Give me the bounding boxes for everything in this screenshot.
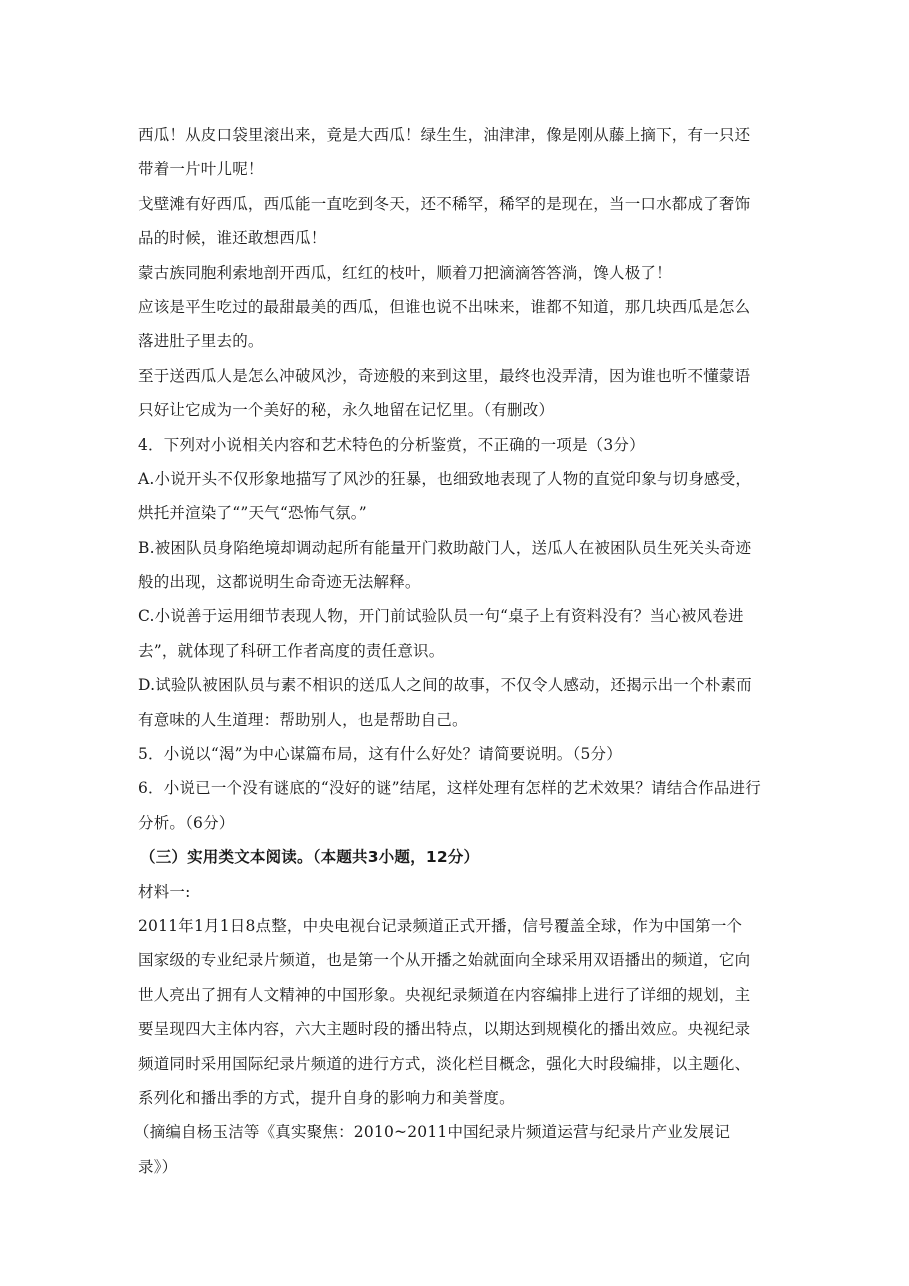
question-6-cont: 分析。（6分） (138, 813, 235, 832)
story-text-line: 至于送西瓜人是怎么冲破风沙，奇迹般的来到这里，最终也没弄清，因为谁也听不懂蒙语 (138, 366, 751, 385)
option-a-cont: 烘托并渲染了“”天气“恐怖气氛。” (138, 504, 367, 523)
story-text-line: 落进肚子里去的。 (138, 332, 264, 351)
option-d-cont: 有意味的人生道理：帮助别人，也是帮助自己。 (138, 710, 468, 729)
option-b-cont: 般的出现，这都说明生命奇迹无法解释。 (138, 573, 421, 592)
source-citation-cont: 录》） (138, 1157, 178, 1176)
material-text-line: 要呈现四大主体内容，六大主题时段的播出特点，以期达到规模化的播出效应。央视纪录 (138, 1020, 751, 1039)
question-4: 4．下列对小说相关内容和艺术特色的分析鉴赏，不正确的一项是（3分） (138, 435, 645, 454)
material-text-line: 频道同时采用国际纪录片频道的进行方式，淡化栏目概念，强化大时段编排，以主题化、 (138, 1054, 751, 1073)
section-heading: （三）实用类文本阅读。（本题共3小题，12分） (140, 848, 480, 867)
material-text-line: 国家级的专业纪录片频道，也是第一个从开播之始就面向全球采用双语播出的频道，它向 (138, 951, 751, 970)
option-c: C.小说善于运用细节表现人物，开门前试验队员一句“桌子上有资料没有？当心被风卷进 (138, 607, 744, 626)
story-text-line: 应该是平生吃过的最甜最美的西瓜，但谁也说不出味来，谁都不知道，那几块西瓜是怎么 (138, 297, 751, 316)
option-b: B.被困队员身陷绝境却调动起所有能量开门救助敲门人，送瓜人在被困队员生死关头奇迹 (138, 538, 752, 557)
story-text-line: 西瓜！从皮口袋里滚出来，竟是大西瓜！绿生生，油津津，像是刚从藤上摘下，有一只还 (138, 126, 751, 144)
question-6: 6．小说已一个没有谜底的“没好的谜”结尾，这样处理有怎样的艺术效果？请结合作品进行 (138, 779, 761, 798)
document-page (134, 118, 778, 1184)
material-label: 材料一: (138, 882, 191, 901)
story-text-line: 只好让它成为一个美好的秘，永久地留在记忆里。（有删改） (138, 401, 555, 420)
source-citation: （摘编自杨玉洁等《真实聚焦：2010~2011中国纪录片频道运营与纪录片产业发展记 (134, 1123, 731, 1142)
material-text-line: 系列化和播出季的方式，提升自身的影响力和美誉度。 (138, 1088, 515, 1107)
option-d: D.试验队被困队员与素不相识的送瓜人之间的故事，不仅令人感动，还揭示出一个朴素而 (138, 676, 752, 695)
material-text-line: 2011年1月1日8点整，中央电视台记录频道正式开播，信号覆盖全球，作为中国第一个 (138, 916, 743, 935)
material-text-line: 世人亮出了拥有人文精神的中国形象。央视纪录频道在内容编排上进行了详细的规划，主 (138, 985, 751, 1004)
question-5: 5．小说以“渴”为中心谋篇布局，这有什么好处？请简要说明。（5分） (138, 745, 622, 764)
option-a: A.小说开头不仅形象地描写了风沙的狂暴，也细致地表现了人物的直觉印象与切身感受， (138, 469, 752, 488)
option-c-cont: 去”，就体现了科研工作者高度的责任意识。 (138, 641, 445, 660)
story-text-line: 蒙古族同胞利索地剖开西瓜，红红的枝叶，顺着刀把滴滴答答淌，馋人极了！ (138, 263, 672, 282)
story-text-line: 品的时候，谁还敢想西瓜！ (138, 229, 327, 248)
story-text-line: 带着一片叶儿呢！ (138, 160, 264, 179)
story-text-line: 戈壁滩有好西瓜，西瓜能一直吃到冬天，还不稀罕，稀罕的是现在，当一口水都成了奢饰 (138, 194, 751, 213)
